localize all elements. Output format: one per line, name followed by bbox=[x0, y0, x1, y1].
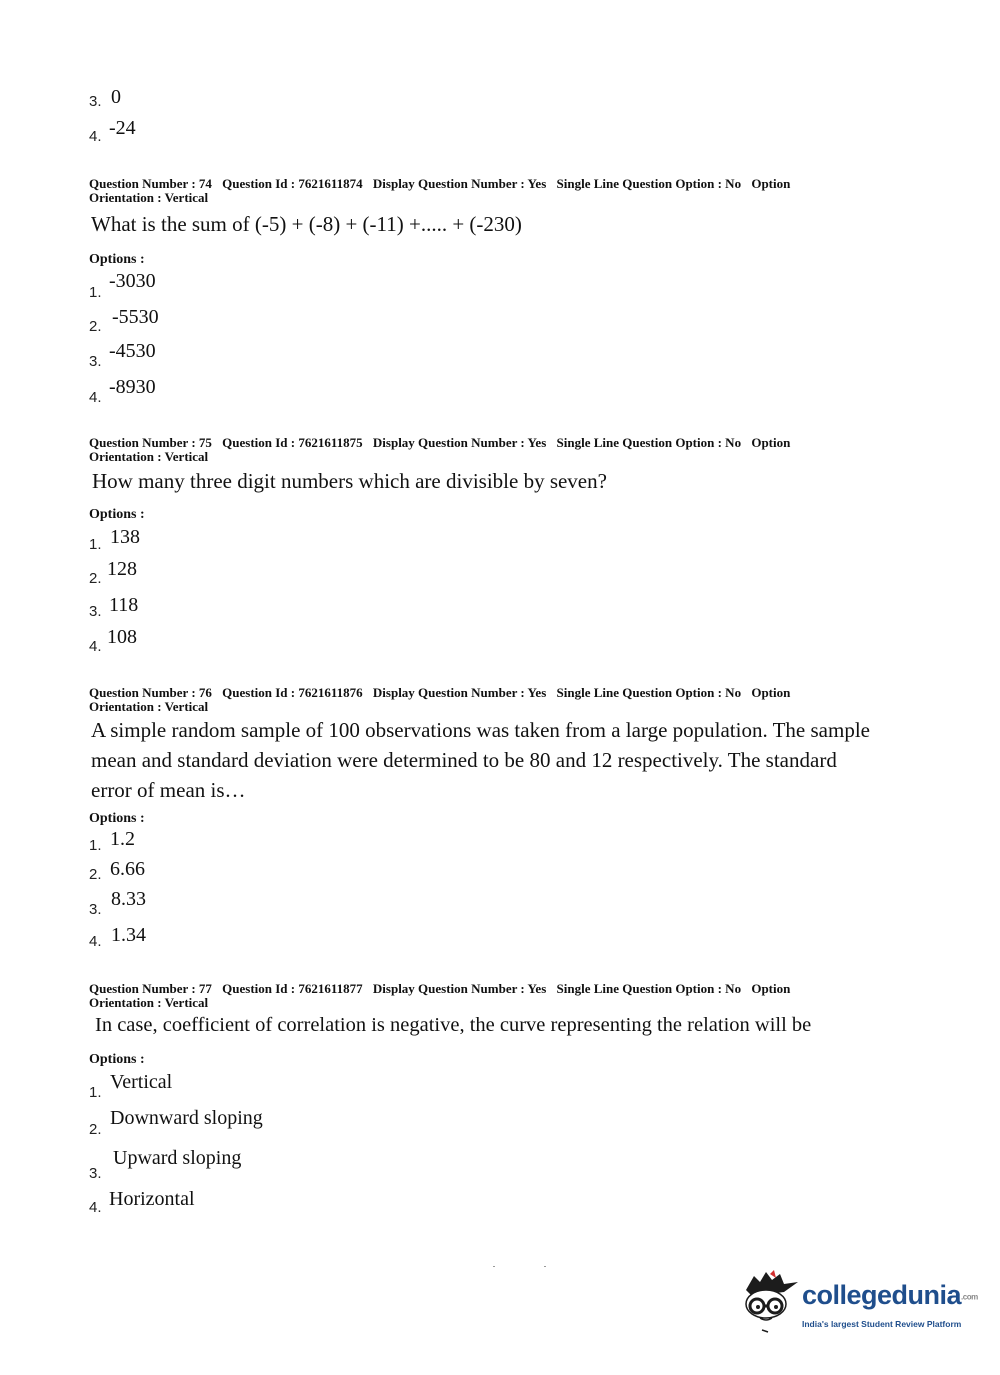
question-number: Question Number : 77 bbox=[89, 981, 212, 996]
option-number: 1. bbox=[89, 1084, 102, 1101]
single-line-option: Single Line Question Option : No bbox=[556, 176, 742, 191]
option-value: 128 bbox=[107, 558, 137, 580]
single-line-option: Single Line Question Option : No bbox=[556, 435, 742, 450]
option-number: 4. bbox=[89, 389, 102, 406]
option-number: 1. bbox=[89, 284, 102, 301]
option-value: -4530 bbox=[109, 340, 156, 362]
scan-dot bbox=[493, 1266, 495, 1267]
display-question-number: Display Question Number : Yes bbox=[372, 435, 547, 450]
question-text: How many three digit numbers which are divisible by seven? bbox=[92, 469, 607, 493]
orientation: Orientation : Vertical bbox=[89, 190, 209, 205]
option-value: Horizontal bbox=[109, 1188, 195, 1210]
option-value: 8.33 bbox=[111, 888, 146, 910]
option-value: 1.34 bbox=[111, 924, 146, 946]
option-number: 3. bbox=[89, 603, 102, 620]
option-orientation-label: Option bbox=[751, 981, 791, 996]
collegedunia-logo bbox=[740, 1268, 978, 1340]
option-value: -3030 bbox=[109, 270, 156, 292]
question-number: Question Number : 76 bbox=[89, 685, 212, 700]
option-value: Upward sloping bbox=[113, 1147, 242, 1169]
option-value: Downward sloping bbox=[110, 1107, 263, 1129]
option-number: 1. bbox=[89, 837, 102, 854]
option-orientation-label: Option bbox=[751, 435, 791, 450]
option-value: Vertical bbox=[110, 1071, 173, 1093]
question-number: Question Number : 75 bbox=[89, 435, 212, 450]
option-value: -5530 bbox=[112, 306, 159, 328]
option-value: 138 bbox=[110, 526, 140, 548]
question-number: Question Number : 74 bbox=[89, 176, 212, 191]
question-id: Question Id : 7621611877 bbox=[222, 981, 363, 996]
option-number: 3. bbox=[89, 901, 102, 918]
question-id: Question Id : 7621611874 bbox=[222, 176, 363, 191]
options-label: Options : bbox=[89, 252, 145, 267]
option-value: 0 bbox=[111, 86, 121, 108]
option-number: 2. bbox=[89, 570, 102, 587]
option-value: 6.66 bbox=[110, 858, 145, 880]
options-label: Options : bbox=[89, 507, 145, 522]
mascot-icon bbox=[740, 1268, 802, 1340]
options-label: Options : bbox=[89, 1052, 145, 1067]
option-value: -24 bbox=[109, 117, 136, 139]
question-meta bbox=[89, 177, 869, 205]
option-value: 118 bbox=[109, 594, 139, 616]
question-id: Question Id : 7621611876 bbox=[222, 685, 363, 700]
question-text: In case, coefficient of correlation is negative, the curve representing the relation will be bbox=[95, 1014, 812, 1036]
display-question-number: Display Question Number : Yes bbox=[372, 176, 547, 191]
option-number: 4. bbox=[89, 128, 102, 145]
option-number: 4. bbox=[89, 1199, 102, 1216]
question-text: What is the sum of (-5) + (-8) + (-11) +..... + (-230) bbox=[91, 212, 522, 236]
single-line-option: Single Line Question Option : No bbox=[556, 981, 742, 996]
display-question-number: Display Question Number : Yes bbox=[372, 981, 547, 996]
question-id: Question Id : 7621611875 bbox=[222, 435, 363, 450]
logo-tagline: India's largest Student Review Platform bbox=[802, 1319, 962, 1329]
option-number: 4. bbox=[89, 638, 102, 655]
options-label: Options : bbox=[89, 811, 145, 826]
single-line-option: Single Line Question Option : No bbox=[556, 685, 742, 700]
option-value: 1.2 bbox=[110, 828, 135, 850]
logo-suffix: .com bbox=[961, 1292, 978, 1302]
option-number: 2. bbox=[89, 318, 102, 335]
option-number: 2. bbox=[89, 1121, 102, 1138]
logo-brand: collegedunia bbox=[802, 1280, 962, 1310]
orientation: Orientation : Vertical bbox=[89, 699, 209, 714]
option-number: 3. bbox=[89, 353, 102, 370]
option-number: 1. bbox=[89, 536, 102, 553]
option-value: -8930 bbox=[109, 376, 156, 398]
question-meta bbox=[89, 982, 869, 1010]
question-text: A simple random sample of 100 observations was taken from a large population. The sample mean and standard deviation were determined to be 80 and 12 respectively. The standard error of mean is… bbox=[91, 718, 870, 802]
option-number: 4. bbox=[89, 933, 102, 950]
orientation: Orientation : Vertical bbox=[89, 449, 209, 464]
option-orientation-label: Option bbox=[751, 685, 791, 700]
option-orientation-label: Option bbox=[751, 176, 791, 191]
question-meta bbox=[89, 436, 869, 464]
question-meta bbox=[89, 686, 869, 714]
option-number: 2. bbox=[89, 866, 102, 883]
display-question-number: Display Question Number : Yes bbox=[372, 685, 547, 700]
orientation: Orientation : Vertical bbox=[89, 995, 209, 1010]
option-number: 3. bbox=[89, 93, 102, 110]
option-number: 3. bbox=[89, 1165, 102, 1182]
scan-dot bbox=[544, 1266, 546, 1267]
option-value: 108 bbox=[107, 626, 137, 648]
